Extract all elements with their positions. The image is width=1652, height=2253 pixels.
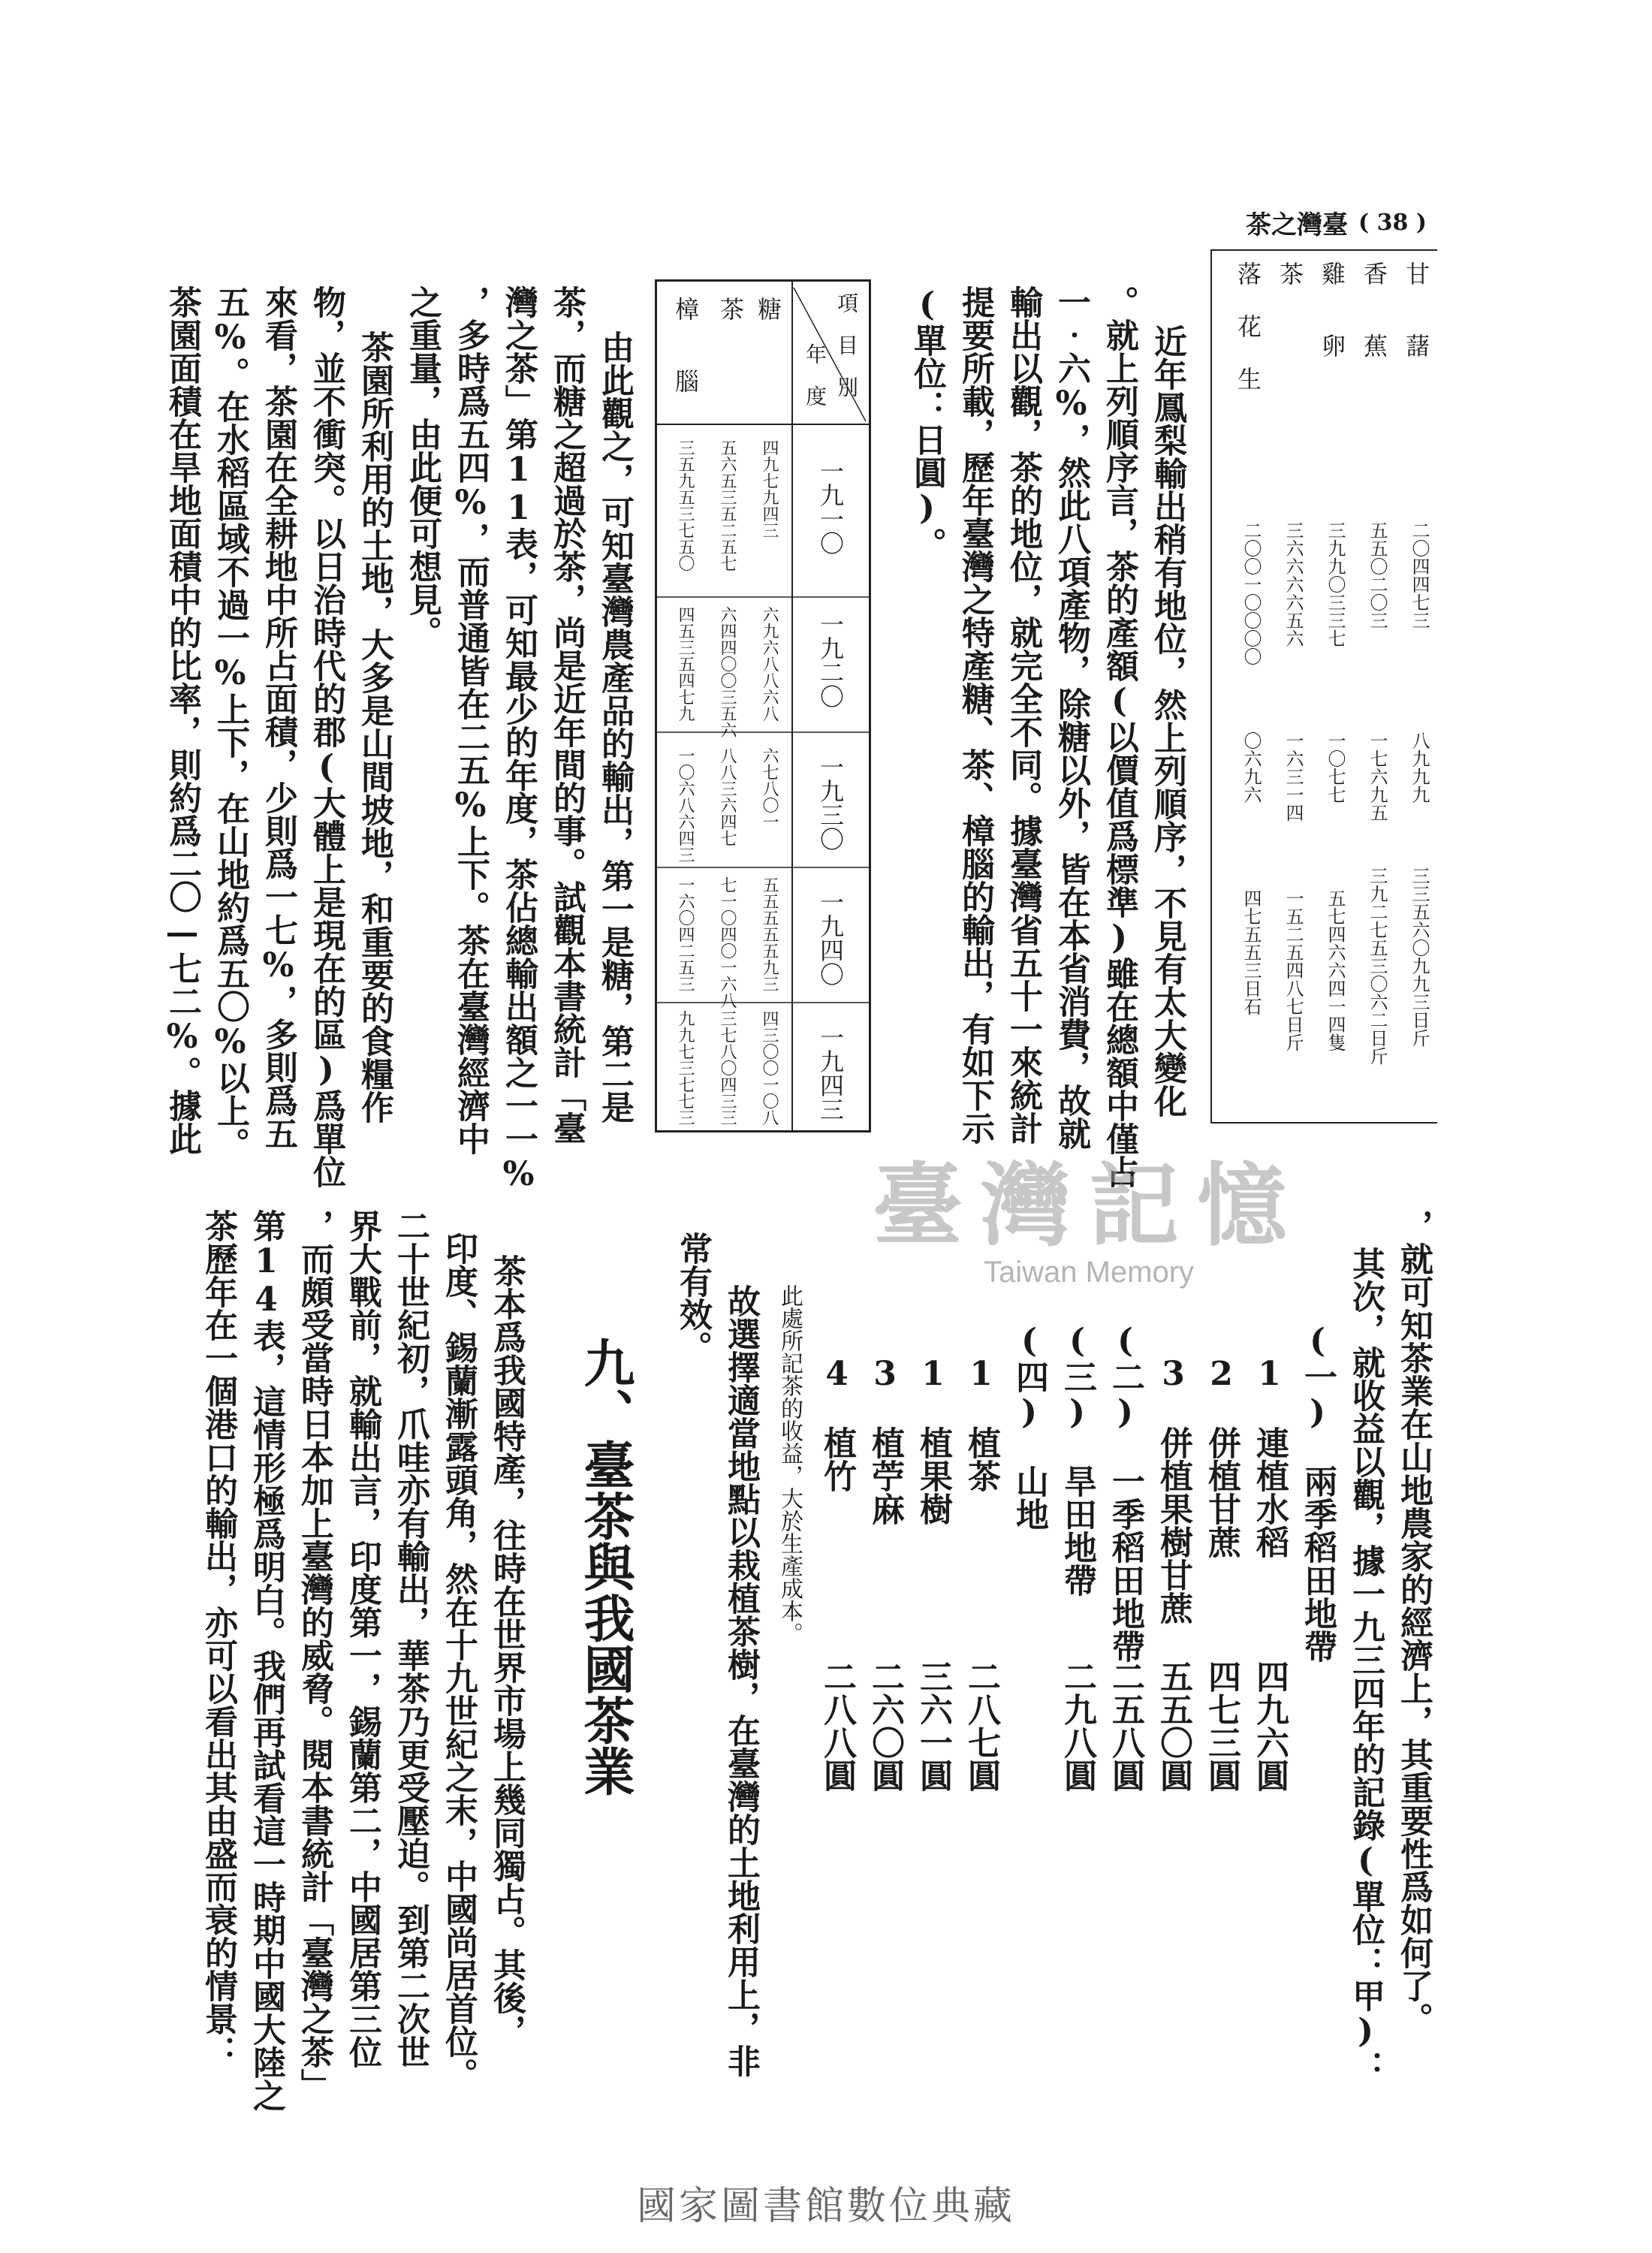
table-cell: 四七五五三日石 [1241, 889, 1262, 1015]
table-cell: 一六〇四二五三 [676, 876, 695, 992]
footer-credit: 國家圖書館數位典藏 [636, 2184, 1015, 2229]
body-text-col: 茶本爲我國特產，往時在世界市場上幾同獨占。其後， [487, 1254, 526, 2047]
table-cell: 二〇〇一〇〇〇〇 [1241, 521, 1262, 665]
body-text-col: ，多時爲五四%，而普通皆在二五%上下。茶在臺灣經濟中 [451, 285, 490, 1155]
section-title: 九、臺茶與我國茶業 [575, 1337, 635, 1796]
watermark [811, 1153, 1367, 1299]
body-text-col: 輸出以觀，茶的地位，就完全不同。據臺灣省五十一來統計 [1004, 285, 1042, 1145]
income-list-item: (一) 兩季稻田地帶 [1298, 1322, 1337, 1663]
table-cell: 九九七三七七三 [676, 1010, 695, 1126]
table-cell: 六九六八八六八 [760, 606, 779, 722]
table-header-year: 年 度 [803, 343, 828, 406]
income-list-item: (三) 旱田地帶 [1058, 1322, 1096, 1597]
body-text-col: 提要所載，歷年臺灣之特產糖、茶、樟腦的輸出，有如下示 [956, 285, 994, 1145]
body-text-col: 界大戰前，就輸出言，印度第一，錫蘭第二，中國居第三位 [343, 1209, 381, 2068]
body-text-col: 物，並不衝突。以日治時代的郡(大體上是現在的區)爲單位 [307, 285, 345, 1188]
table-cell: 一五二五四八七日斤 [1283, 889, 1304, 1051]
body-text-col: 灣之茶」第11表，可知最少的年度，茶佔總輸出額之一一% [499, 285, 538, 1193]
table-year: 一九四〇 [816, 890, 845, 986]
table-cell: 八八三六四七 [718, 747, 737, 846]
table-year: 一九三〇 [816, 755, 845, 851]
table-row-label: 糖 [754, 297, 782, 321]
income-value: 三六一圓 [914, 1660, 952, 1792]
income-list-item: 3 併植果樹甘蔗 [1154, 1322, 1192, 1624]
table-cell: 七一〇四〇一六八 [718, 876, 737, 1009]
income-value: 四七三圓 [1202, 1660, 1241, 1792]
body-text-col: 常有效。 [674, 1232, 712, 1364]
page-header [1246, 204, 1427, 241]
body-text-col: ，而頗受當時日本加上臺灣的威脅。閱本書統計「臺灣之茶」 [295, 1209, 333, 2101]
body-text-col: 茶，而糖之超過於茶，尚是近年間的事。試觀本書統計「臺 [547, 285, 586, 1145]
income-value: 五五〇圓 [1154, 1660, 1192, 1792]
table-cell: 甘 藷 [1402, 261, 1430, 357]
income-list-item: 1 植果樹 [914, 1322, 952, 1525]
income-value: 二五八圓 [1106, 1660, 1144, 1792]
income-list-item: (四) 山地 [1010, 1322, 1048, 1531]
body-text-col: 二十世紀初，爪哇亦有輸出，華茶乃更受壓迫。到第二次世 [391, 1209, 430, 2068]
export-table [655, 279, 871, 1133]
income-list-item: 1 植茶 [962, 1322, 1000, 1492]
table-cell: 一七六九五 [1367, 731, 1388, 822]
body-text-col: 五%。在水稻區域不過一%上下，在山地約爲五〇%以上。 [211, 285, 249, 1160]
table-cell: 三五九五三七五〇 [676, 439, 695, 572]
table-cell: 茶 [1276, 261, 1304, 285]
table-cell: 三九二七五三〇六二日斤 [1367, 867, 1388, 1065]
income-value: 二八八圓 [818, 1660, 856, 1792]
watermark-subtext: Taiwan Memory [983, 1256, 1195, 1289]
body-text-col: 。就上列順序言，茶的產額(以價值爲標準)雖在總額中僅占 [1100, 285, 1138, 1188]
income-value: 二八七圓 [962, 1660, 1000, 1792]
table-cell: 三九九〇三三七 [1325, 521, 1346, 647]
table-cell: 落 花 生 [1234, 261, 1262, 391]
table-cell: 一〇七七 [1325, 731, 1346, 804]
table-cell: 五六五三五二五七 [718, 439, 737, 572]
table-year: 一九一〇 [816, 459, 845, 555]
body-text-col: 之重量，由此便可想見。 [403, 285, 442, 649]
table-cell: 六七八〇一 [760, 747, 779, 830]
body-text-col: 近年鳳梨輸出稍有地位，然上列順序，不見有太大變化 [1148, 324, 1186, 1117]
table-year: 一九二〇 [816, 612, 845, 708]
income-list-item: 3 植苧麻 [866, 1322, 904, 1525]
running-title: 茶之灣臺 [1245, 210, 1348, 240]
table-cell: 三三五六〇九九三日斤 [1409, 867, 1430, 1047]
table-cell: 四九七九四三 [760, 439, 779, 538]
income-value: 二六〇圓 [866, 1660, 904, 1792]
table-row-label: 樟 腦 [671, 297, 700, 393]
body-text-col: 茶歷年在一個港口的輸出，亦可以看出其由盛而衰的情景： [199, 1209, 237, 2068]
table-cell: 一六三一四 [1283, 731, 1304, 822]
table-cell: 雞 卵 [1318, 261, 1346, 357]
body-text-col: (單位：日圓)。 [908, 285, 946, 560]
body-text-col: 一‧六%，然此八項產物，除糖以外，皆在本省消費，故就 [1052, 285, 1090, 1150]
table-cell: 〇六九六 [1241, 731, 1262, 804]
table-cell: 香 蕉 [1360, 261, 1388, 357]
body-text-col: 故選擇適當地點以栽植茶樹，在臺灣的土地利用上，非 [722, 1284, 760, 2077]
footnote: 此處所記茶的收益，大於生產成本。 [776, 1284, 803, 1645]
body-text-col: 第14表，這情形極爲明白。我們再試看這一時期中國大陸之 [247, 1209, 285, 2112]
table-cell: 四三〇〇一〇八 [760, 1010, 779, 1126]
table-row-label: 茶 [716, 297, 745, 321]
body-text-col: 茶園所利用的土地，大多是山間坡地，和重要的食糧作 [355, 330, 393, 1123]
body-text-col: 來看，茶園在全耕地中所占面積，少則爲一七%，多則爲五 [259, 285, 297, 1150]
body-text-col: 由此觀之，可知臺灣農產品的輸出，第一是糖，第二是 [595, 330, 634, 1123]
income-value: 四九六圓 [1250, 1660, 1289, 1792]
table-year: 一九四三 [816, 1025, 845, 1121]
produce-table [1210, 249, 1437, 1123]
table-cell: 五五五五五九三 [760, 876, 779, 992]
income-list-item: 1 連植水稻 [1250, 1322, 1289, 1558]
table-cell: 五五〇二〇三 [1367, 521, 1388, 629]
table-cell: 三六六六六五六 [1283, 521, 1304, 647]
table-cell: 二〇四四七三 [1409, 521, 1430, 629]
table-cell: 一〇六八六四三 [676, 747, 695, 863]
income-list-item: (二) 一季稻田地帶 [1106, 1322, 1144, 1663]
table-cell: 五七四六六四一四隻 [1325, 889, 1346, 1051]
page-number: ( 38 ) [1358, 210, 1427, 236]
table-cell: 三七八〇四三三 [718, 1010, 737, 1126]
watermark-text: 臺灣記憶 [873, 1153, 1305, 1259]
body-text-col: ，就可知茶業在山地農家的經濟上，其重要性爲如何了。 [1394, 1209, 1433, 2035]
body-text-col: 其次，就收益以觀，據一九三四年的記錄(單位：甲)： [1346, 1247, 1385, 2083]
table-cell: 六四四〇〇三五六 [718, 606, 737, 738]
table-header-item: 項 目 別 [834, 292, 859, 397]
table-cell: 八九九九 [1409, 731, 1430, 804]
body-text-col: 印度、錫蘭漸露頭角，然在十九世紀之末，中國尚居首位。 [439, 1232, 478, 2091]
body-text-col: 茶園面積在旱地面積中的比率，則約爲二〇—七二%。據此 [163, 285, 201, 1155]
income-list-item: 4 植竹 [818, 1322, 856, 1492]
table-cell: 四五三五四七九 [676, 606, 695, 722]
income-list-item: 2 併植甘蔗 [1202, 1322, 1241, 1558]
income-value: 二九八圓 [1058, 1660, 1096, 1792]
